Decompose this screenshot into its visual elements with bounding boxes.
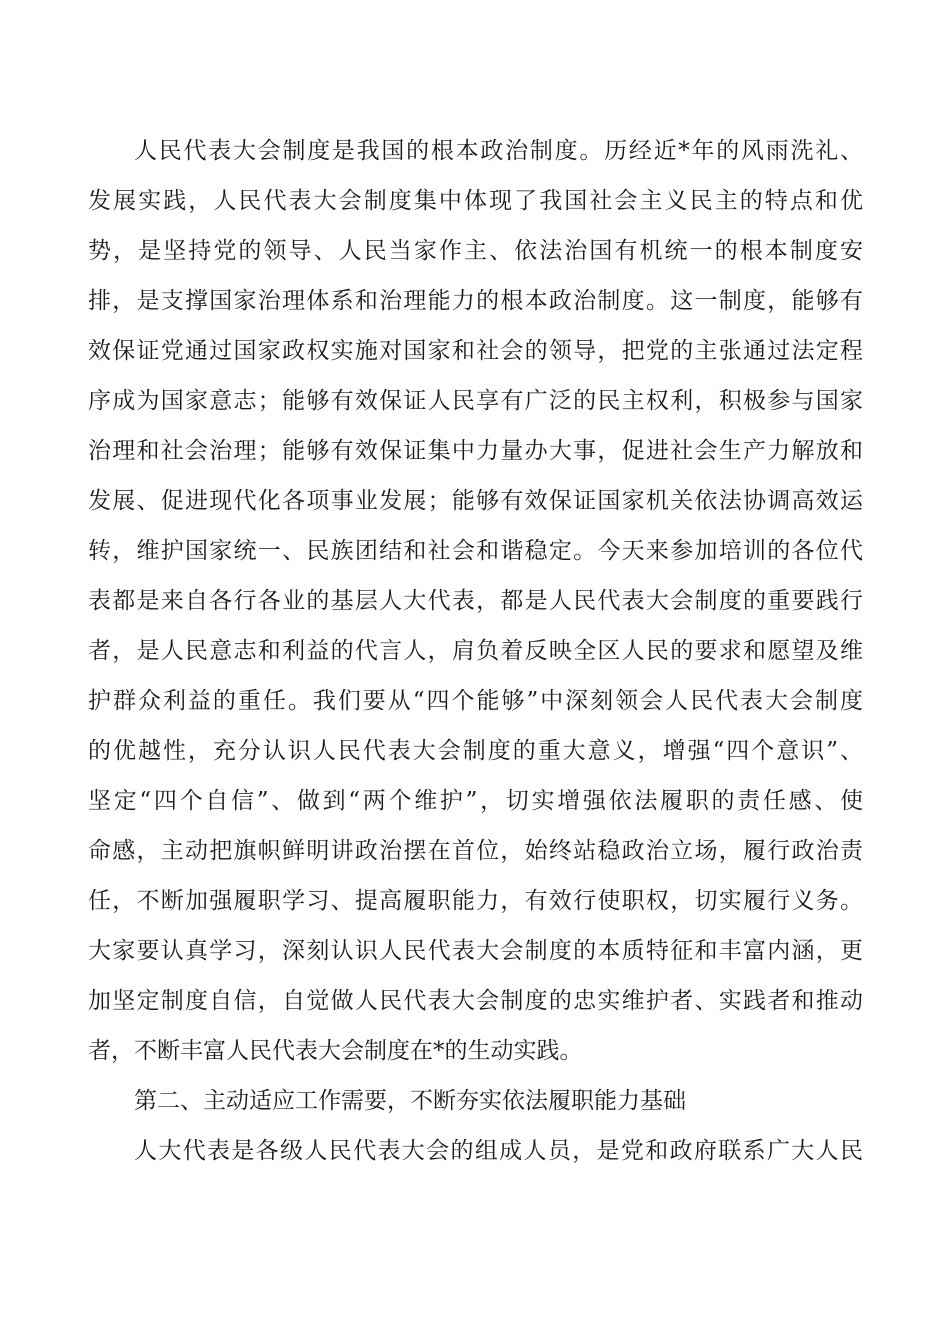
section-heading: 第二、主动适应工作需要，不断夯实依法履职能力基础 xyxy=(134,1088,686,1114)
paragraph-line: 护群众利益的重任。我们要从“四个能够”中深刻领会人民代表大会制度 xyxy=(88,688,863,714)
paragraph-line: 治理和社会治理；能够有效保证集中力量办大事，促进社会生产力解放和 xyxy=(88,438,863,464)
paragraph-line: 者，是人民意志和利益的代言人，肩负着反映全区人民的要求和愿望及维 xyxy=(88,638,863,664)
body-text xyxy=(88,126,863,1176)
paragraph-line: 排，是支撑国家治理体系和治理能力的根本政治制度。这一制度，能够有 xyxy=(88,288,863,314)
paragraph-line: 的优越性，充分认识人民代表大会制度的重大意义，增强“四个意识”、 xyxy=(88,738,863,764)
paragraph-line: 效保证党通过国家政权实施对国家和社会的领导，把党的主张通过法定程 xyxy=(88,338,863,364)
paragraph-line: 转，维护国家统一、民族团结和社会和谐稳定。今天来参加培训的各位代 xyxy=(88,538,863,564)
paragraph-line: 势，是坚持党的领导、人民当家作主、依法治国有机统一的根本制度安 xyxy=(88,238,863,264)
paragraph-line: 命感，主动把旗帜鲜明讲政治摆在首位，始终站稳政治立场，履行政治责 xyxy=(88,838,863,864)
paragraph-line: 大家要认真学习，深刻认识人民代表大会制度的本质特征和丰富内涵，更 xyxy=(88,938,863,964)
paragraph-line: 坚定“四个自信”、做到“两个维护”，切实增强依法履职的责任感、使 xyxy=(88,788,863,814)
paragraph-line: 发展实践，人民代表大会制度集中体现了我国社会主义民主的特点和优 xyxy=(88,188,863,214)
paragraph-line: 者，不断丰富人民代表大会制度在*的生动实践。 xyxy=(88,1038,583,1064)
paragraph-line: 任，不断加强履职学习、提高履职能力，有效行使职权，切实履行义务。 xyxy=(88,888,863,914)
paragraph-line: 表都是来自各行各业的基层人大代表，都是人民代表大会制度的重要践行 xyxy=(88,588,863,614)
paragraph-line: 人大代表是各级人民代表大会的组成人员，是党和政府联系广大人民 xyxy=(134,1138,863,1164)
paragraph-line: 序成为国家意志；能够有效保证人民享有广泛的民主权利，积极参与国家 xyxy=(88,388,863,414)
paragraph-line: 人民代表大会制度是我国的根本政治制度。历经近*年的风雨洗礼、 xyxy=(134,138,863,164)
paragraph-line: 发展、促进现代化各项事业发展；能够有效保证国家机关依法协调高效运 xyxy=(88,488,863,514)
paragraph-line: 加坚定制度自信，自觉做人民代表大会制度的忠实维护者、实践者和推动 xyxy=(88,988,863,1014)
